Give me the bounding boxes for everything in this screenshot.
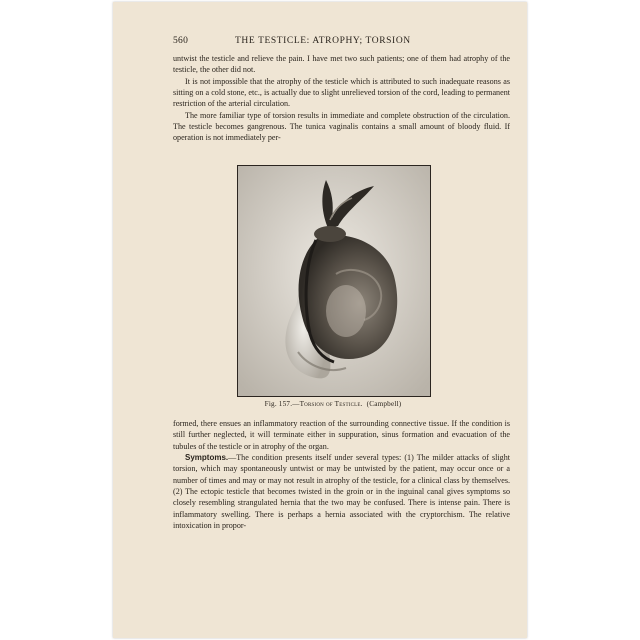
figure-caption bbox=[237, 400, 429, 408]
symptoms-heading: Symptoms. bbox=[185, 453, 229, 463]
running-header bbox=[173, 36, 513, 46]
running-title: THE TESTICLE: ATROPHY; TORSION bbox=[235, 36, 411, 46]
paragraph-continuation: untwist the testicle and relieve the pain. I have met two such patients; one of them had atrophy of the testicle, the other did not. bbox=[173, 54, 510, 75]
page-number: 560 bbox=[173, 36, 189, 46]
book-page bbox=[113, 2, 527, 638]
paragraph-formed: formed, there ensues an inflammatory reaction of the surrounding connective tissue. If the condition is still further neglected, it will terminate either in suppuration, sinus formation and evacuation of the tubules of the testicle or in atrophy of the organ. bbox=[173, 419, 510, 451]
symptoms-text: —The condition presents itself under several types: (1) The milder attacks of slight torsion, which may spontaneously untwist or may be untwisted by the patient, may occur once or a number of times and may or may not result in atrophy of the testicle, for a clinical class by themselves. (2) The ectopic testicle that becomes twisted in the groin or in the inguinal canal gives symptoms so closely resembling strangulated hernia that the two may be confused. There is intense pain. There is inflammatory swelling. There is perhaps a hernia associated with the cryptorchism. The relative intoxication in propor- bbox=[173, 453, 510, 531]
text-block-lower bbox=[173, 418, 510, 531]
paragraph-atrophy: It is not impossible that the atrophy of the testicle which is attributed to such inadequate reasons as sitting on a cold stone, etc., is actually due to slight unrelieved torsion of the cord, leading to permanent restriction of the arterial circulation. bbox=[173, 76, 510, 109]
figure-label: Fig. 157. bbox=[264, 400, 293, 408]
paragraph-torsion-type: The more familiar type of torsion results in immediate and complete obstruction of the circulation. The testicle becomes gangrenous. The tunica vaginalis contains a small amount of bloody fluid. If operation is not immediately per- bbox=[173, 110, 510, 143]
figure-photograph bbox=[237, 165, 431, 397]
text-block-upper bbox=[173, 53, 510, 144]
figure-title: —Torsion of Testicle. bbox=[292, 400, 363, 408]
figure-credit: (Campbell) bbox=[366, 400, 402, 408]
paragraph-symptoms bbox=[173, 452, 510, 531]
testicle-torsion-photo bbox=[238, 166, 430, 396]
